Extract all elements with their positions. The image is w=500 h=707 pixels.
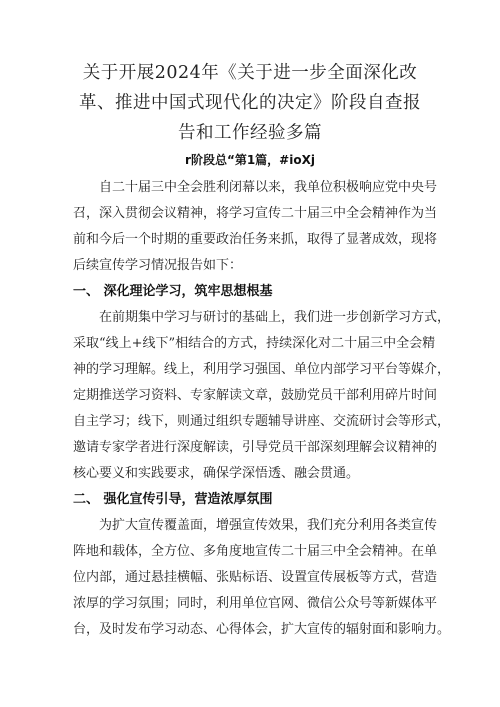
paragraph-line: 浓厚的学习氛围；同时，利用单位官网、微信公众号等新媒体平: [73, 596, 438, 611]
paragraph-line: 定期推送学习资料、专家解读文章，鼓励党员干部利用碎片时间: [73, 388, 438, 403]
paragraph-line: 自主学习；线下，则通过组织专题辅导讲座、交流研讨会等形式，: [73, 414, 451, 429]
title-line: 革、推进中国式现代化的决定》阶段自查报: [79, 93, 421, 113]
paragraph-line: 阵地和载体，全方位、多角度地宣传二十届三中全会精神。在单: [73, 544, 438, 559]
section-heading: 二、 强化宣传引导，营造浓厚氛围: [73, 492, 273, 507]
paragraph-line: 邀请专家学者进行深度解读，引导党员干部深刻理解会议精神的: [73, 440, 438, 455]
document-title: [40, 58, 460, 148]
paragraph-line: 在前期集中学习与研讨的基础上，我们进一步创新学习方式，: [99, 310, 451, 325]
paragraph-line: 采取“线上+线下”相结合的方式，持续深化对二十届三中全会精: [73, 336, 436, 351]
paragraph-line: 位内部，通过悬挂横幅、张贴标语、设置宣传展板等方式，营造: [73, 570, 438, 585]
paragraph-line: 为扩大宣传覆盖面，增强宣传效果，我们充分利用各类宣传: [99, 518, 438, 533]
paragraph-line: 后续宣传学习情况报告如下：: [73, 258, 243, 273]
document-body: [73, 175, 451, 643]
paragraph-line: 召，深入贯彻会议精神，将学习宣传二十届三中全会精神作为当: [73, 206, 438, 221]
paragraph-line: 神的学习理解。线上，利用学习强国、单位内部学习平台等媒介，: [73, 362, 451, 377]
paragraph-line: 台，及时发布学习动态、心得体会，扩大宣传的辐射面和影响力。: [73, 622, 451, 637]
section-heading: 一、 深化理论学习，筑牢思想根基: [73, 284, 273, 299]
paragraph-line: 自二十届三中全会胜利闭幕以来，我单位积极响应党中央号: [99, 180, 438, 195]
paragraph-line: 前和今后一个时期的重要政治任务来抓，取得了显著成效，现将: [73, 232, 438, 247]
title-line: 告和工作经验多篇: [178, 123, 322, 143]
paragraph-line: 核心要义和实践要求，确保学深悟透、融会贯通。: [73, 466, 360, 481]
title-line: 关于开展2024年《关于进一步全面深化改: [82, 63, 418, 83]
subtitle-text: r阶段总“第1篇，#ioXj: [185, 153, 315, 167]
document-subtitle: [0, 151, 500, 168]
